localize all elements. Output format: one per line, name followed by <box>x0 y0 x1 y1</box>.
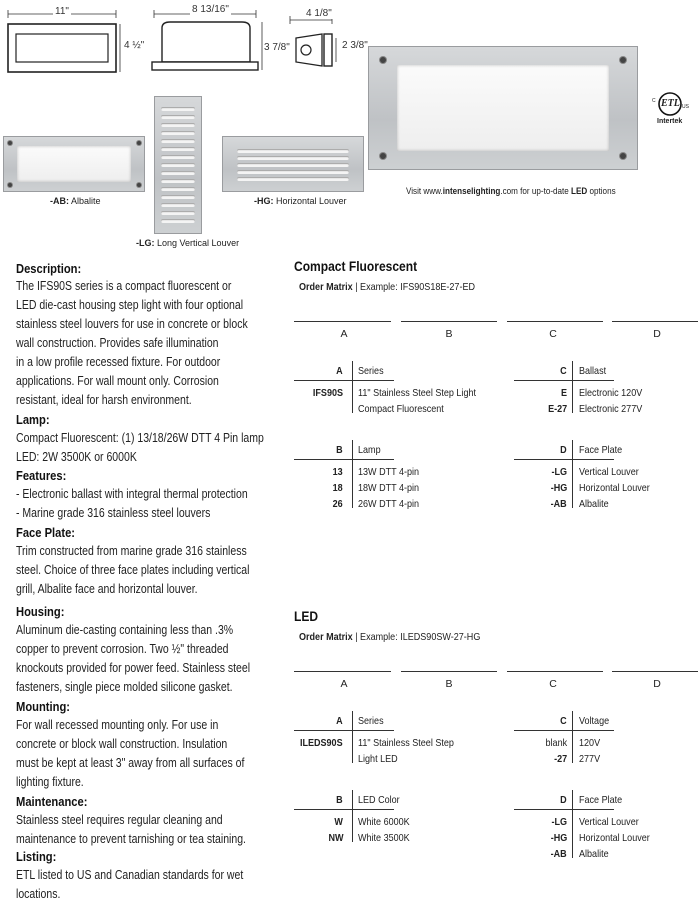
louver-slot <box>237 156 349 160</box>
order-matrix-label <box>299 281 475 293</box>
louver-slot <box>237 177 349 181</box>
side-depth-label: 4 1/8" <box>306 8 332 19</box>
text-line: fasteners, single piece molded silicone gasket. <box>16 680 233 694</box>
option-code: -LG <box>551 466 567 478</box>
text-line: stainless steel louvers for use in concrete or block <box>16 317 248 331</box>
column-rule <box>294 671 391 672</box>
product-photo-main <box>368 46 638 170</box>
horizontal-louver-caption: -HG: Horizontal Louver <box>254 196 347 206</box>
text-line: applications. For wall mount only. Corrosion <box>16 374 219 388</box>
section-label: Lamp <box>358 444 381 456</box>
option-description: Vertical Louver <box>579 816 639 828</box>
text-line: maintenance to prevent tarnishing or tea staining. <box>16 832 246 846</box>
section-divider <box>352 361 353 413</box>
section-label: LED Color <box>358 794 400 806</box>
louver-slot <box>161 171 195 175</box>
albalite-faceplate-photo <box>3 136 145 192</box>
vertical-louver-photo <box>154 96 202 234</box>
text-line: LED die-cast housing step light with four optional <box>16 298 244 312</box>
option-code: -27 <box>553 753 567 765</box>
option-code: 26 <box>332 498 343 510</box>
horizontal-louver-photo <box>222 136 364 192</box>
section-divider <box>352 440 353 508</box>
louver-slot <box>237 170 349 174</box>
section-rule <box>294 809 394 810</box>
option-description: 11" Stainless Steel Step Light <box>358 387 476 399</box>
column-letter: B <box>445 328 453 340</box>
front-height-label: 4 ½" <box>124 40 145 51</box>
section-label: Series <box>358 365 384 377</box>
louver-slot <box>161 131 195 135</box>
option-description: White 6000K <box>358 816 410 828</box>
louver-slot <box>161 115 195 119</box>
louver-slot <box>161 187 195 191</box>
option-code: 18 <box>332 482 343 494</box>
description-text <box>16 277 248 410</box>
housing-text <box>16 621 250 697</box>
option-description: 18W DTT 4-pin <box>358 482 420 494</box>
section-label: Face Plate <box>579 794 623 806</box>
order-matrix-bold: Order Matrix <box>299 281 353 293</box>
housing-heading: Housing: <box>16 604 65 619</box>
faceplate-text <box>16 542 249 599</box>
text-line: lighting fixture. <box>16 775 84 789</box>
order-matrix-bold: Order Matrix <box>299 631 353 643</box>
section-code: C <box>560 365 567 377</box>
housing-width-label: 8 13/16" <box>192 4 229 15</box>
visit-domain: intenselighting <box>442 186 501 196</box>
order-matrix-example: | Example: IFS90S18E-27-ED <box>352 281 476 293</box>
description-heading: Description: <box>16 261 82 276</box>
option-code: -LG <box>551 816 567 828</box>
column-rule <box>294 321 391 322</box>
option-description: 13W DTT 4-pin <box>358 466 420 478</box>
column-letter: A <box>340 678 348 690</box>
lamp-text <box>16 429 264 467</box>
text-line: knockouts provided for power feed. Stainless steel <box>16 661 251 675</box>
louver-slot <box>161 123 195 127</box>
column-rule <box>507 671 603 672</box>
etl-listed-logo <box>652 90 692 130</box>
etl-us-text: US <box>682 104 689 110</box>
listing-text <box>16 866 243 904</box>
section-divider <box>352 711 353 763</box>
mounting-text <box>16 716 244 792</box>
option-description: White 3500K <box>358 832 410 844</box>
option-code: -HG <box>550 832 567 844</box>
column-rule <box>401 671 497 672</box>
section-label: Face Plate <box>579 444 623 456</box>
option-code: -HG <box>550 482 567 494</box>
section-code: D <box>560 794 567 806</box>
text-line: grill, Albalite face and horizontal louver. <box>16 582 198 596</box>
matrix-title: LED <box>294 608 319 624</box>
maintenance-heading: Maintenance: <box>16 794 88 809</box>
text-line: For wall recessed mounting only. For use in <box>16 718 219 732</box>
option-description: Electronic 277V <box>579 403 643 415</box>
mounting-heading: Mounting: <box>16 699 71 714</box>
option-description: Electronic 120V <box>579 387 643 399</box>
lamp-heading: Lamp: <box>16 412 50 427</box>
column-letter: B <box>445 678 453 690</box>
option-code: NW <box>327 832 343 844</box>
option-description: Compact Fluorescent <box>358 403 444 415</box>
section-divider <box>572 361 573 413</box>
section-code: D <box>560 444 567 456</box>
text-line: copper to prevent corrosion. Two ½" threaded <box>16 642 229 656</box>
option-code: -AB <box>550 498 567 510</box>
option-description: Light LED <box>358 753 398 765</box>
text-line: resistant, ideal for harsh environment. <box>16 393 192 407</box>
matrix-title: Compact Fluorescent <box>294 258 418 274</box>
section-rule <box>294 459 394 460</box>
option-description: Horizontal Louver <box>579 482 650 494</box>
housing-height-label: 3 7/8" <box>264 42 290 53</box>
louver-slot <box>161 211 195 215</box>
side-height-label: 2 3/8" <box>342 40 368 51</box>
text-line: The IFS90S series is a compact fluorescent or <box>16 279 232 293</box>
faceplate-heading: Face Plate: <box>16 525 76 540</box>
louver-slot <box>161 155 195 159</box>
vertical-louver-caption: -LG: Long Vertical Louver <box>136 238 240 248</box>
etl-mark-text: ETL <box>661 98 680 109</box>
louver-slot <box>237 149 349 153</box>
column-letter: C <box>549 678 557 690</box>
section-label: Voltage <box>579 715 610 727</box>
text-line: steel. Choice of three face plates including vertical <box>16 563 250 577</box>
column-letter: C <box>549 328 557 340</box>
section-divider <box>572 440 573 508</box>
section-code: A <box>336 715 343 727</box>
section-divider <box>572 711 573 763</box>
option-description: 277V <box>579 753 601 765</box>
section-label: Series <box>358 715 384 727</box>
column-letter: A <box>340 328 348 340</box>
text-line: LED: 2W 3500K or 6000K <box>16 450 137 464</box>
text-line: in a low profile recessed fixture. For outdoor <box>16 355 221 369</box>
option-code: -AB <box>550 848 567 860</box>
louver-slot <box>161 139 195 143</box>
listing-heading: Listing: <box>16 849 57 864</box>
column-rule <box>507 321 603 322</box>
option-description: 11" Stainless Steel Step <box>358 737 454 749</box>
option-description: Vertical Louver <box>579 466 639 478</box>
text-line: Aluminum die-casting containing less than .3% <box>16 623 234 637</box>
section-label: Ballast <box>579 365 607 377</box>
louver-slot <box>161 219 195 223</box>
section-rule <box>514 730 614 731</box>
text-line: must be kept at least 3" away from all surfaces of <box>16 756 245 770</box>
louver-slot <box>161 163 195 167</box>
albalite-caption: -AB: Albalite <box>50 196 101 206</box>
louver-slot <box>161 147 195 151</box>
text-line: - Marine grade 316 stainless steel louvers <box>16 506 211 520</box>
option-code: W <box>334 816 343 828</box>
option-code: blank <box>545 737 567 749</box>
features-text <box>16 485 248 523</box>
column-letter: D <box>653 328 661 340</box>
text-line: Compact Fluorescent: (1) 13/18/26W DTT 4 Pin lamp <box>16 431 264 445</box>
column-rule <box>612 671 698 672</box>
section-code: C <box>560 715 567 727</box>
section-rule <box>514 380 614 381</box>
section-rule <box>514 459 614 460</box>
text-line: Trim constructed from marine grade 316 stainless <box>16 544 247 558</box>
section-divider <box>352 790 353 842</box>
option-description: Albalite <box>579 848 609 860</box>
section-rule <box>514 809 614 810</box>
intertek-text: Intertek <box>657 118 683 125</box>
text-line: Stainless steel requires regular cleaning and <box>16 813 223 827</box>
option-description: Horizontal Louver <box>579 832 650 844</box>
section-rule <box>294 380 394 381</box>
section-rule <box>294 730 394 731</box>
option-description: 120V <box>579 737 601 749</box>
etl-c-text: C <box>652 98 656 104</box>
louver-slot <box>161 179 195 183</box>
louver-slot <box>161 195 195 199</box>
option-code: 13 <box>332 466 343 478</box>
maintenance-text <box>16 811 246 849</box>
text-line: concrete or block wall construction. Insulation <box>16 737 228 751</box>
option-code: IFS90S <box>312 387 343 399</box>
front-width-label: 11" <box>55 6 69 17</box>
text-line: - Electronic ballast with integral thermal protection <box>16 487 248 501</box>
text-line: wall construction. Provides safe illumination <box>16 336 219 350</box>
louver-slot <box>161 203 195 207</box>
option-code: E-27 <box>547 403 567 415</box>
visit-website-note: Visit www.intenselighting.com for up-to-date LED options <box>406 186 616 196</box>
option-code: ILEDS90S <box>300 737 343 749</box>
option-description: Albalite <box>579 498 609 510</box>
column-letter: D <box>653 678 661 690</box>
section-code: B <box>336 794 343 806</box>
section-code: B <box>336 444 343 456</box>
order-matrix-example: | Example: ILEDS90SW-27-HG <box>352 631 481 643</box>
features-heading: Features: <box>16 468 67 483</box>
text-line: locations. <box>16 887 61 901</box>
section-divider <box>572 790 573 858</box>
order-matrix-label <box>299 631 480 643</box>
louver-slot <box>161 107 195 111</box>
option-code: E <box>560 387 567 399</box>
column-rule <box>612 321 698 322</box>
louver-slot <box>237 163 349 167</box>
front-view-drawing <box>4 4 144 76</box>
text-line: ETL listed to US and Canadian standards for wet <box>16 868 244 882</box>
column-rule <box>401 321 497 322</box>
option-description: 26W DTT 4-pin <box>358 498 420 510</box>
section-code: A <box>336 365 343 377</box>
